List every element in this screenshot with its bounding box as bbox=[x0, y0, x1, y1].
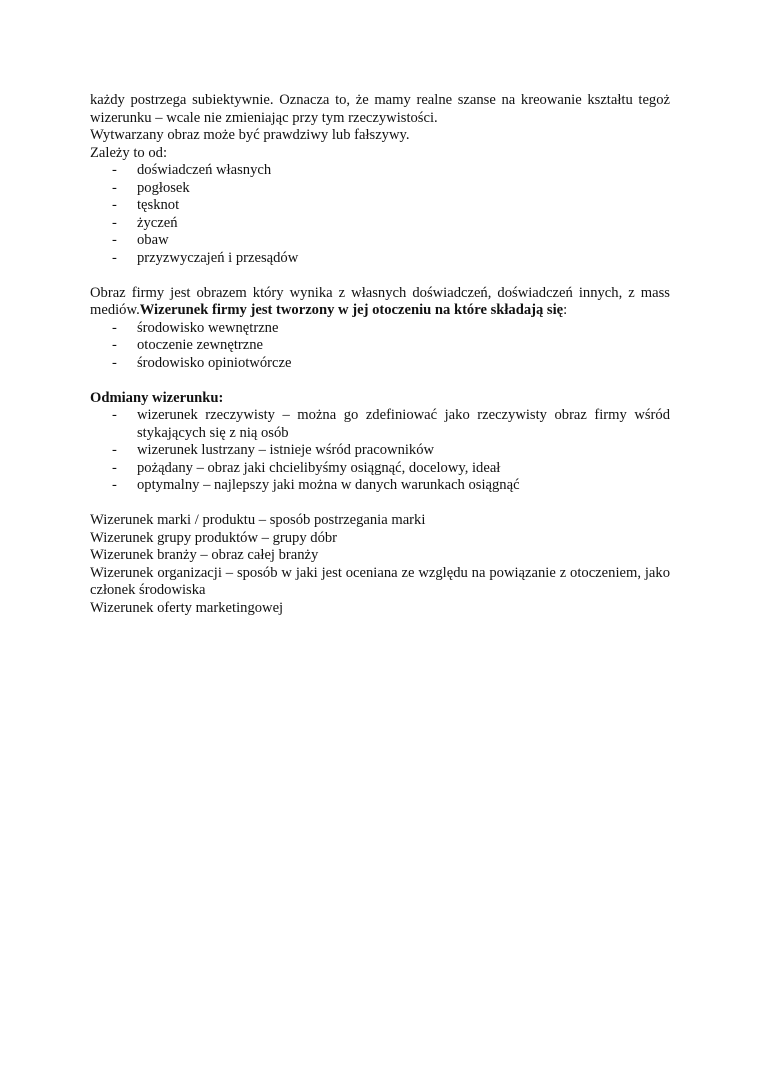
list-marker: - bbox=[112, 407, 117, 423]
list-item: - pożądany – obraz jaki chcielibyśmy osiągnąć, docelowy, ideał bbox=[112, 459, 501, 476]
list-marker: - bbox=[112, 477, 117, 493]
list-item: - życzeń bbox=[112, 214, 178, 231]
varieties-heading: Odmiany wizerunku: bbox=[90, 389, 224, 406]
list-item: - otoczenie zewnętrzne bbox=[112, 337, 263, 353]
varieties-list bbox=[90, 407, 670, 495]
list-marker: - bbox=[112, 214, 117, 231]
spacer bbox=[90, 372, 670, 390]
list-item: - przyzwyczajeń i przesądów bbox=[112, 249, 299, 266]
list-marker: - bbox=[112, 179, 117, 196]
list-marker: - bbox=[112, 354, 117, 371]
list-marker: - bbox=[112, 319, 117, 336]
depends-label: Zależy to od: bbox=[90, 144, 167, 161]
environment-list bbox=[90, 320, 670, 373]
list-marker: - bbox=[112, 442, 117, 458]
list-marker: - bbox=[112, 249, 117, 266]
firm-image-paragraph bbox=[90, 285, 670, 320]
list-marker: - bbox=[112, 337, 117, 353]
image-type-line: Wizerunek marki / produktu – sposób postrzegania marki bbox=[90, 512, 426, 528]
image-type-line: Wizerunek oferty marketingowej bbox=[90, 599, 284, 616]
image-type-line: Wizerunek grupy produktów – grupy dóbr bbox=[90, 529, 338, 546]
list-item: - środowisko wewnętrzne bbox=[112, 319, 279, 336]
image-type-line: Wizerunek branży – obraz całej branży bbox=[90, 547, 319, 563]
firm-image-text: Obraz firmy jest obrazem który wynika z własnych doświadczeń, doświadczeń innych, z mass mediów. bbox=[90, 284, 670, 318]
list-item: - obaw bbox=[112, 232, 169, 248]
depends-list bbox=[90, 162, 670, 267]
list-item: - środowisko opiniotwórcze bbox=[112, 354, 292, 371]
list-item: - wizerunek lustrzany – istnieje wśród pracowników bbox=[112, 442, 435, 458]
list-item: - doświadczeń własnych bbox=[112, 162, 272, 178]
list-item: - optymalny – najlepszy jaki można w danych warunkach osiągnąć bbox=[112, 477, 520, 493]
list-marker: - bbox=[112, 459, 117, 476]
spacer bbox=[90, 495, 670, 513]
list-item: - pogłosek bbox=[112, 179, 190, 196]
list-item: - tęsknot bbox=[112, 197, 180, 213]
list-item: - wizerunek rzeczywisty – można go zdefiniować jako rzeczywisty obraz firmy wśród stykających się z nią osób bbox=[112, 407, 670, 441]
intro-paragraph: każdy postrzega subiektywnie. Oznacza to, że mamy realne szanse na kreowanie kształtu tegoż wizerunku – wcale nie zmieniając przy tym rzeczywistości. bbox=[90, 92, 670, 126]
list-marker: - bbox=[112, 232, 117, 248]
firm-image-bold-text: Wizerunek firmy jest tworzony w jej otoczeniu na które składają się bbox=[139, 302, 564, 318]
document-page bbox=[90, 92, 670, 617]
list-marker: - bbox=[112, 162, 117, 178]
firm-image-colon: : bbox=[563, 302, 568, 318]
spacer bbox=[90, 267, 670, 285]
image-type-line: Wizerunek organizacji – sposób w jaki jest oceniana ze względu na powiązanie z otoczeniem, jako członek środowiska bbox=[90, 564, 670, 598]
list-marker: - bbox=[112, 197, 117, 213]
intro-paragraph-2: Wytwarzany obraz może być prawdziwy lub fałszywy. bbox=[90, 127, 410, 143]
